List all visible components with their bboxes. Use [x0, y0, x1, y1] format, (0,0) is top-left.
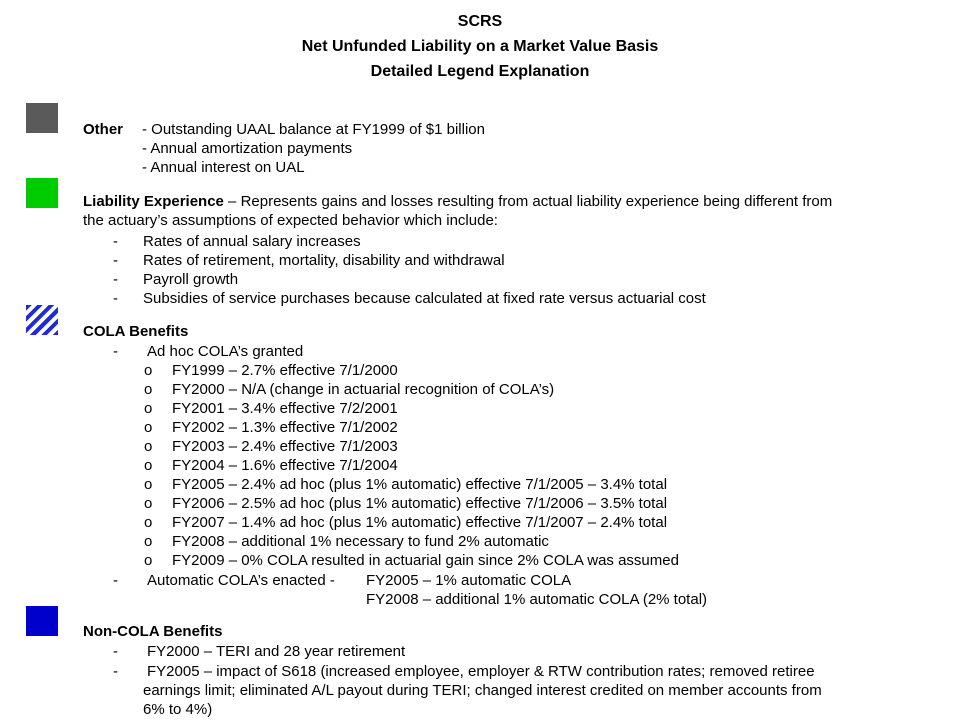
other-swatch [26, 103, 58, 133]
cola-year-item: FY2004 – 1.6% effective 7/1/2004 [172, 457, 398, 474]
liability-item: Payroll growth [143, 271, 239, 288]
other-item: - Outstanding UAAL balance at FY1999 of $1 billion [142, 121, 485, 138]
bullet-circle: o [144, 438, 153, 455]
page-subtitle: Net Unfunded Liability on a Market Value Basis [301, 38, 659, 55]
liability-experience-swatch [26, 178, 58, 208]
non-cola-benefits-swatch [26, 606, 58, 636]
cola-year-item: FY1999 – 2.7% effective 7/1/2000 [172, 362, 398, 379]
page-title: SCRS [457, 13, 503, 30]
cola-automatic-item: FY2005 – 1% automatic COLA [366, 572, 572, 589]
cola-year-item: FY2005 – 2.4% ad hoc (plus 1% automatic) effective 7/1/2005 – 3.4% total [172, 476, 668, 493]
cola-label: COLA Benefits [83, 323, 189, 340]
bullet-dash: - [113, 572, 118, 589]
non-cola-item-cont: earnings limit; eliminated A/L payout during TERI; changed interest credited on member accounts from [143, 682, 822, 699]
other-item: - Annual amortization payments [142, 140, 353, 157]
liability-description [83, 192, 832, 211]
bullet-dash: - [113, 663, 118, 680]
cola-adhoc: Ad hoc COLA’s granted [147, 343, 304, 360]
non-cola-item: FY2000 – TERI and 28 year retirement [147, 643, 406, 660]
liability-item: Subsidies of service purchases because calculated at fixed rate versus actuarial cost [143, 290, 706, 307]
liability-label: Liability Experience [83, 193, 224, 210]
bullet-circle: o [144, 419, 153, 436]
other-item: - Annual interest on UAL [142, 159, 305, 176]
non-cola-label: Non-COLA Benefits [83, 623, 223, 640]
cola-automatic-item: FY2008 – additional 1% automatic COLA (2% total) [366, 591, 708, 608]
bullet-dash: - [113, 643, 118, 660]
bullet-dash: - [113, 271, 118, 288]
cola-year-item: FY2009 – 0% COLA resulted in actuarial gain since 2% COLA was assumed [172, 552, 679, 569]
bullet-dash: - [113, 233, 118, 250]
cola-year-item: FY2002 – 1.3% effective 7/1/2002 [172, 419, 398, 436]
bullet-circle: o [144, 362, 153, 379]
cola-year-item: FY2000 – N/A (change in actuarial recognition of COLA’s) [172, 381, 555, 398]
page-subtitle-2: Detailed Legend Explanation [370, 63, 590, 80]
bullet-circle: o [144, 381, 153, 398]
cola-year-item: FY2007 – 1.4% ad hoc (plus 1% automatic) effective 7/1/2007 – 2.4% total [172, 514, 668, 531]
other-label: Other [83, 121, 124, 138]
bullet-circle: o [144, 457, 153, 474]
bullet-circle: o [144, 514, 153, 531]
liability-desc-2: the actuary’s assumptions of expected behavior which include: [83, 212, 498, 229]
bullet-dash: - [113, 290, 118, 307]
cola-automatic-label: Automatic COLA’s enacted - [147, 572, 335, 589]
bullet-circle: o [144, 476, 153, 493]
cola-year-item: FY2008 – additional 1% necessary to fund 2% automatic [172, 533, 549, 550]
cola-year-item: FY2006 – 2.5% ad hoc (plus 1% automatic) effective 7/1/2006 – 3.5% total [172, 495, 668, 512]
cola-year-item: FY2001 – 3.4% effective 7/2/2001 [172, 400, 398, 417]
liability-item: Rates of retirement, mortality, disability and withdrawal [143, 252, 505, 269]
cola-year-item: FY2003 – 2.4% effective 7/1/2003 [172, 438, 398, 455]
bullet-circle: o [144, 400, 153, 417]
bullet-dash: - [113, 252, 118, 269]
bullet-dash: - [113, 343, 118, 360]
bullet-circle: o [144, 533, 153, 550]
bullet-circle: o [144, 495, 153, 512]
liability-item: Rates of annual salary increases [143, 233, 361, 250]
liability-desc-1: – Represents gains and losses resulting from actual liability experience being different from [223, 193, 833, 210]
bullet-circle: o [144, 552, 153, 569]
non-cola-item: FY2005 – impact of S618 (increased employee, employer & RTW contribution rates; removed retiree [147, 663, 815, 680]
cola-benefits-swatch [26, 305, 58, 335]
non-cola-item-cont: 6% to 4%) [143, 701, 213, 718]
